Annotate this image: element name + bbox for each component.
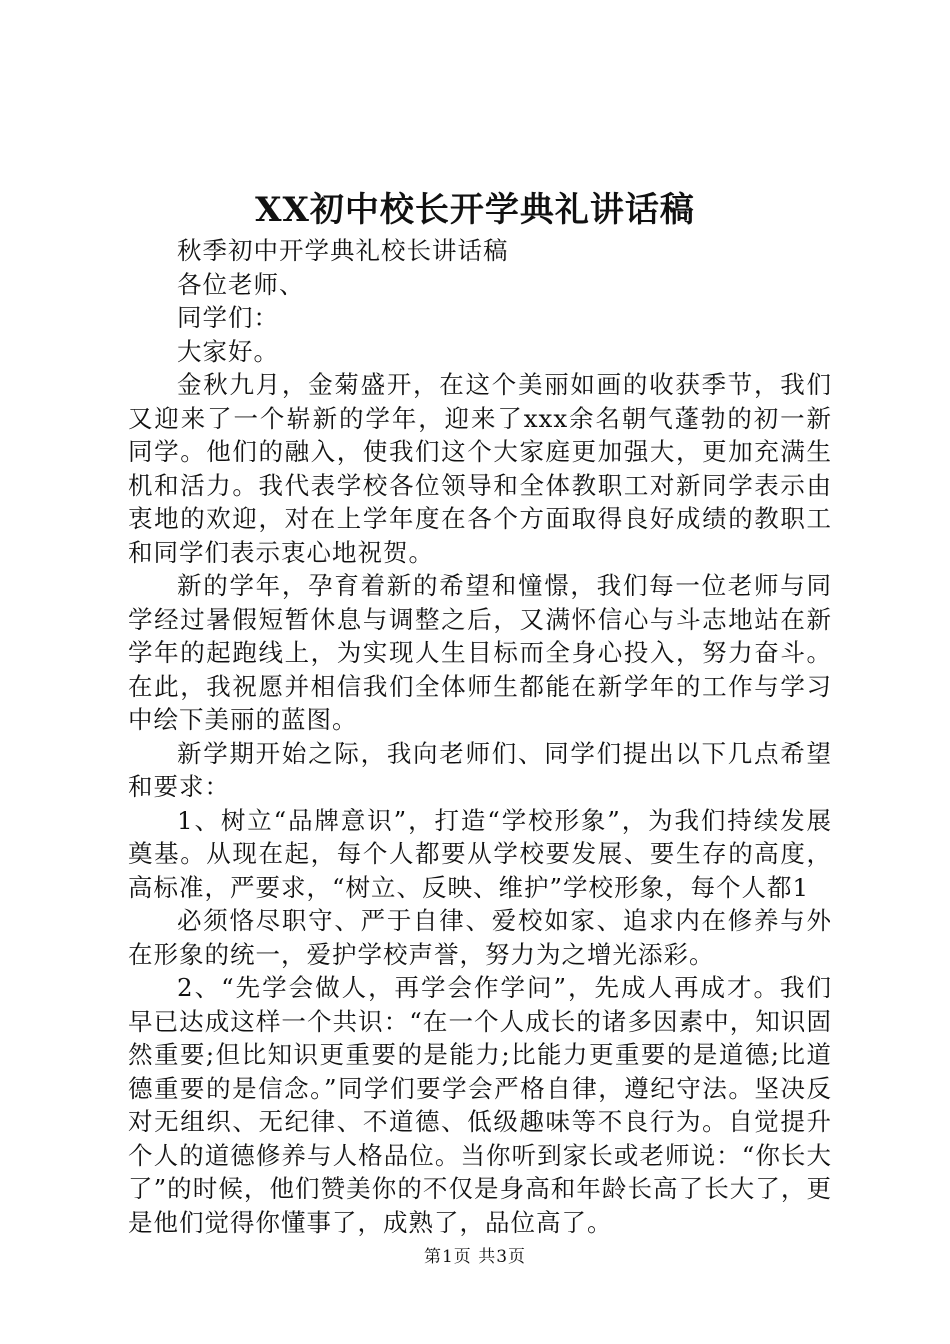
paragraph-salutation-students: 同学们： (177, 303, 279, 332)
paragraph-point-1-continued: 必须恪尽职守、严于自律、爱校如家、追求内在修养与外在形象的统一，爱护学校声誉，努力为之增光添彩。 (128, 906, 832, 969)
document-body (128, 234, 832, 1239)
document-title: XX初中校长开学典礼讲话稿 (255, 190, 695, 230)
paragraph-welcome: 金秋九月，金菊盛开，在这个美丽如画的收获季节，我们又迎来了一个崭新的学年，迎来了xxx余名朝气蓬勃的初一新同学。他们的融入，使我们这个大家庭更加强大，更加充满生机和活力。我代表学校各位领导和全体教职工对新同学表示由衷地的欢迎，对在上学年度在各个方面取得良好成绩的教职工和同学们表示衷心地祝贺。 (128, 370, 832, 567)
paragraph-subtitle: 秋季初中开学典礼校长讲话稿 (177, 236, 509, 265)
paragraph-point-1: 1、树立“品牌意识”，打造“学校形象”，为我们持续发展奠基。从现在起，每个人都要从学校要发展、要生存的高度，高标准，严要求，“树立、反映、维护”学校形象，每个人都1 (128, 805, 832, 902)
paragraph-salutation-teachers: 各位老师、 (177, 269, 305, 299)
paragraph-greeting: 大家好。 (177, 336, 279, 366)
paragraph-new-year: 新的学年，孕育着新的希望和憧憬，我们每一位老师与同学经过暑假短暂休息与调整之后，又满怀信心与斗志地站在新学年的起跑线上，为实现人生目标而全身心投入，努力奋斗。在此，我祝愿并相信我们全体师生都能在新学年的工作与学习中绘下美丽的蓝图。 (128, 571, 832, 734)
page-number-footer: 第1页 共3页 (423, 1247, 527, 1267)
paragraph-requirements-intro: 新学期开始之际，我向老师们、同学们提出以下几点希望和要求： (128, 738, 832, 801)
paragraph-point-2: 2、“先学会做人，再学会作学问”，先成人再成才。我们早已达成这样一个共识：“在一个人成长的诸多因素中，知识固然重要;但比知识更重要的是能力;比能力更重要的是道德;比道德重要的是信念。”同学们要学会严格自律，遵纪守法。坚决反对无组织、无纪律、不道德、低级趣味等不良行为。自觉提升个人的道德修养与人格品位。当你听到家长或老师说：“你长大了”的时候，他们赞美你的不仅是身高和年龄长高了长大了，更是他们觉得你懂事了，成熟了，品位高了。 (128, 973, 832, 1237)
